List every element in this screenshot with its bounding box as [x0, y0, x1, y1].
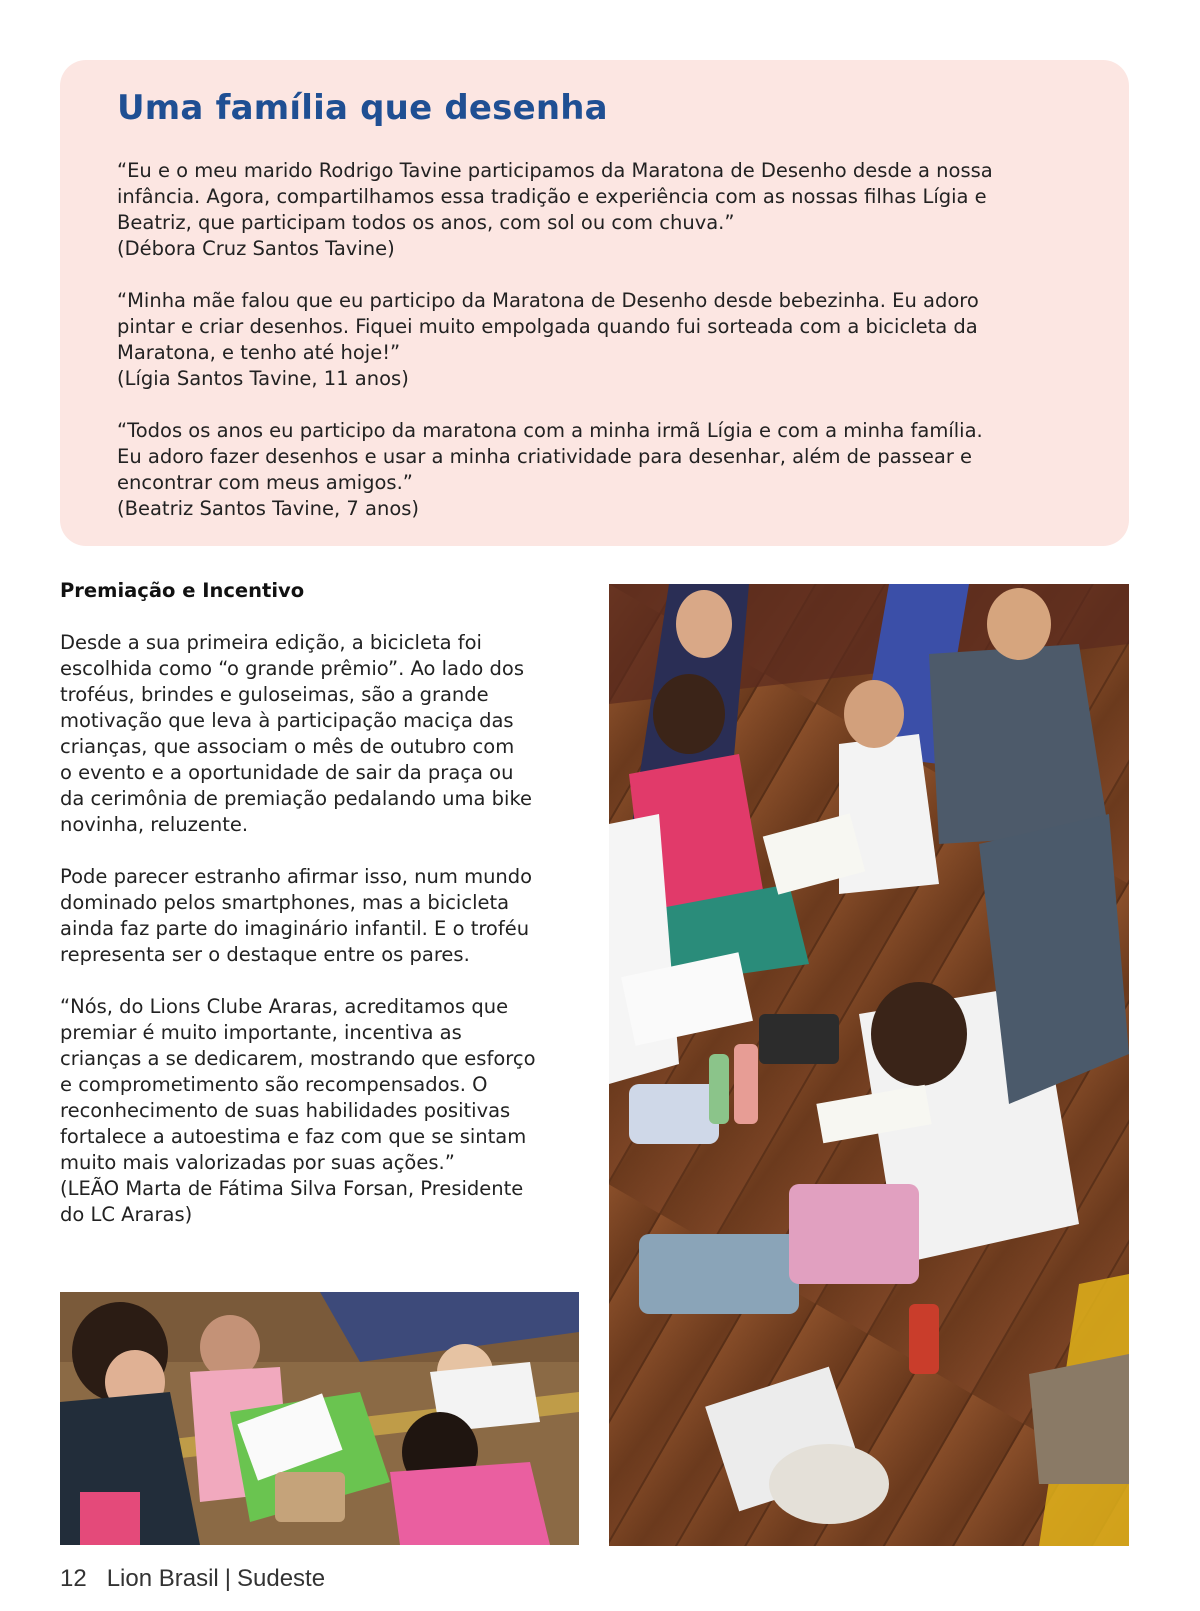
- paragraph-line: o evento e a oportunidade de sair da praça ou: [60, 761, 514, 784]
- paragraph-line: motivação que leva à participação maciça das: [60, 709, 514, 732]
- quote-line: pintar e criar desenhos. Fiquei muito empolgada quando fui sorteada com a bicicleta da: [117, 315, 978, 338]
- quote-debora: [117, 158, 1073, 262]
- footer-separator: |: [224, 1565, 231, 1592]
- quote-line: “Minha mãe falou que eu participo da Maratona de Desenho desde bebezinha. Eu adoro: [117, 289, 979, 312]
- paragraph-line: reconhecimento de suas habilidades positivas: [60, 1099, 511, 1122]
- quote-line: Maratona, e tenho até hoje!”: [117, 341, 401, 364]
- quote-line: “Todos os anos eu participo da maratona com a minha irmã Lígia e com a minha família.: [117, 419, 983, 442]
- quote-attribution: (Lígia Santos Tavine, 11 anos): [117, 367, 409, 390]
- quote-attribution: (Beatriz Santos Tavine, 7 anos): [117, 497, 420, 520]
- paragraph-line: e comprometimento são recompensados. O: [60, 1073, 488, 1096]
- quote-beatriz: [117, 418, 1073, 522]
- paragraph-line: crianças, que associam o mês de outubro com: [60, 735, 515, 758]
- paragraph-line: novinha, reluzente.: [60, 813, 249, 836]
- quote-line: Beatriz, que participam todos os anos, com sol ou com chuva.”: [117, 211, 735, 234]
- paragraph-line: Desde a sua primeira edição, a bicicleta foi: [60, 631, 482, 654]
- paragraph-line: “Nós, do Lions Clube Araras, acreditamos que: [60, 995, 509, 1018]
- children-drawing-photo: [609, 584, 1129, 1546]
- paragraph-line: muito mais valorizadas por suas ações.”: [60, 1151, 455, 1174]
- paragraph-line: fortalece a autoestima e faz com que se sintam: [60, 1125, 527, 1148]
- paragraph-line: dominado pelos smartphones, mas a bicicleta: [60, 891, 510, 914]
- quote-line: encontrar com meus amigos.”: [117, 471, 413, 494]
- paragraph-line: da cerimônia de premiação pedalando uma bike: [60, 787, 533, 810]
- page-footer: [60, 1564, 325, 1594]
- quote-line: “Eu e o meu marido Rodrigo Tavine participamos da Maratona de Desenho desde a nossa: [117, 159, 993, 182]
- family-drawing-photo: [60, 1292, 579, 1545]
- paragraph-line: crianças a se dedicarem, mostrando que esforço: [60, 1047, 536, 1070]
- section-heading: Premiação e Incentivo: [60, 579, 305, 602]
- quote-line: Eu adoro fazer desenhos e usar a minha criatividade para desenhar, além de passear e: [117, 445, 973, 468]
- quote-attribution: (Débora Cruz Santos Tavine): [117, 237, 395, 260]
- paragraph-line: representa ser o destaque entre os pares.: [60, 943, 470, 966]
- paragraph-line: (LEÃO Marta de Fátima Silva Forsan, Presidente: [60, 1177, 524, 1200]
- box-title: Uma família que desenha: [117, 88, 608, 128]
- paragraph-line: Pode parecer estranho afirmar isso, num mundo: [60, 865, 533, 888]
- page-number: 12: [60, 1565, 87, 1592]
- magazine-name: Lion Brasil: [106, 1565, 219, 1592]
- section-name: Sudeste: [237, 1565, 326, 1592]
- quote-ligia: [117, 288, 1073, 392]
- paragraph-line: troféus, brindes e guloseimas, são a grande: [60, 683, 489, 706]
- article-paragraph: [60, 864, 580, 968]
- president-quote: [60, 994, 580, 1228]
- paragraph-line: do LC Araras): [60, 1203, 193, 1226]
- paragraph-line: premiar é muito importante, incentiva as: [60, 1021, 462, 1044]
- family-quote-box: [60, 60, 1129, 546]
- paragraph-line: escolhida como “o grande prêmio”. Ao lado dos: [60, 657, 524, 680]
- paragraph-line: ainda faz parte do imaginário infantil. E o troféu: [60, 917, 530, 940]
- quote-line: infância. Agora, compartilhamos essa tradição e experiência com as nossas filhas Lígia e: [117, 185, 987, 208]
- article-paragraph: [60, 630, 580, 838]
- article-column: [60, 578, 580, 1254]
